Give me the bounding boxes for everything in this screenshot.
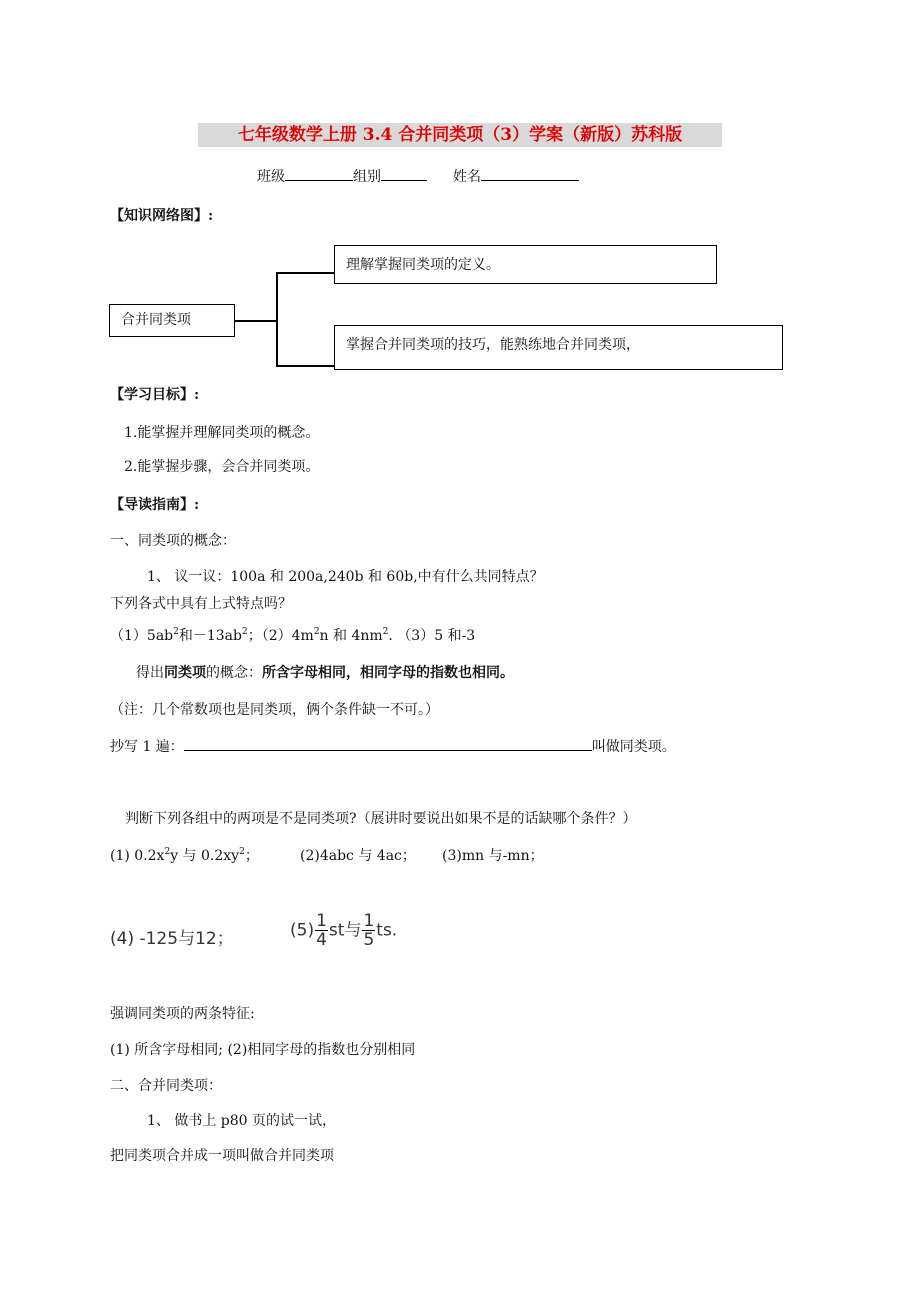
conclusion-mid: 的概念：	[206, 665, 262, 681]
diagram-branch1-label: 理解掌握同类项的定义。	[346, 257, 500, 273]
judge-item-5	[290, 912, 397, 949]
goal-1: 1.能掌握并理解同类项的概念。	[124, 425, 320, 441]
conclusion-definition: 所含字母相同，相同字母的指数也相同。	[262, 665, 514, 681]
part2-question-1: 1、 做书上 p80 页的试一试，	[147, 1113, 337, 1129]
name-label: 姓名	[453, 169, 481, 185]
conclusion-term: 同类项	[164, 665, 206, 681]
item-part: st与	[328, 920, 362, 941]
connector-vertical	[276, 272, 278, 366]
copy-line	[110, 736, 676, 756]
document-title: 七年级数学上册 3.4 合并同类项（3）学案（新版）苏科版	[198, 123, 722, 147]
judge-item-1	[110, 845, 259, 865]
numerator: 1	[316, 911, 327, 931]
diagram-branch2-box	[334, 325, 783, 370]
numerator: 1	[363, 911, 375, 931]
goal-2: 2.能掌握步骤，会合并同类项。	[124, 459, 320, 475]
part2-heading: 二、合并同类项：	[110, 1078, 222, 1094]
conclusion-prefix: 得出	[136, 665, 164, 681]
part1-question-1b: 下列各式中具有上式特点吗？	[110, 596, 292, 612]
example-expressions	[110, 625, 475, 645]
exponent: 2	[173, 627, 179, 637]
group-blank	[381, 166, 427, 181]
item-part: (5)	[290, 920, 315, 941]
goals-heading: 【学习目标】:	[110, 387, 200, 403]
class-label: 班级	[257, 169, 285, 185]
copy-suffix: 叫做同类项。	[591, 739, 676, 755]
copy-label: 抄写 1 遍：	[110, 739, 184, 755]
ex-part: ；（2）4m	[247, 628, 314, 644]
class-blank	[285, 166, 353, 181]
part1-question-1: 1、 议一议：100a 和 200a,240b 和 60b,中有什么共同特点？	[147, 569, 544, 585]
exponent: 2	[382, 627, 389, 637]
knowledge-map-heading: 【知识网络图】:	[110, 208, 214, 224]
ex-part: . （3）5 和-3	[388, 628, 476, 644]
student-info-line	[257, 166, 579, 186]
judge-item-3: (3)mn 与-mn；	[442, 848, 544, 864]
exponent: 2	[241, 627, 248, 637]
judge-item-2: (2)4abc 与 4ac；	[300, 848, 416, 864]
group-label: 组别	[353, 169, 381, 185]
ex-part: （1）5ab	[110, 628, 174, 644]
part2-definition: 把同类项合并成一项叫做合并同类项	[110, 1148, 334, 1164]
diagram-branch2-label: 掌握合并同类项的技巧，能熟练地合并同类项，	[346, 337, 640, 353]
features-line: (1) 所含字母相同; (2)相同字母的指数也分别相同	[110, 1042, 416, 1058]
concept-conclusion	[136, 662, 514, 682]
connector-horizontal	[235, 320, 277, 322]
fraction	[315, 912, 328, 949]
judge-instruction: 判断下列各组中的两项是不是同类项?（展讲时要说出如果不是的话缺哪个条件？）	[125, 811, 637, 827]
copy-blank	[184, 736, 592, 751]
diagram-root-box	[109, 304, 235, 337]
diagram-branch1-box	[334, 245, 717, 284]
fraction	[362, 912, 375, 949]
denominator: 5	[363, 930, 375, 950]
connector-top-branch	[276, 272, 334, 274]
part1-heading: 一、同类项的概念：	[110, 533, 236, 549]
item-part: ts.	[376, 920, 398, 941]
item-part: ；	[244, 848, 259, 864]
item-part: (1) 0.2x	[110, 848, 165, 864]
judge-item-4: (4) -125与12；	[110, 929, 234, 949]
note: （注：几个常数项也是同类项，俩个条件缺一不可。）	[110, 702, 439, 718]
exponent: 2	[164, 847, 171, 857]
item-part: y 与 0.2xy	[170, 848, 240, 864]
emphasis-heading: 强调同类项的两条特征:	[110, 1006, 255, 1022]
connector-bottom-branch	[276, 365, 334, 367]
exponent: 2	[239, 847, 245, 857]
ex-part: 和－13ab	[178, 628, 242, 644]
diagram-root-label: 合并同类项	[121, 312, 191, 328]
guide-heading: 【导读指南】:	[110, 497, 200, 513]
exponent: 2	[313, 627, 320, 637]
denominator: 4	[316, 930, 327, 950]
name-blank	[481, 166, 579, 181]
ex-part: n 和 4nm	[319, 628, 383, 644]
